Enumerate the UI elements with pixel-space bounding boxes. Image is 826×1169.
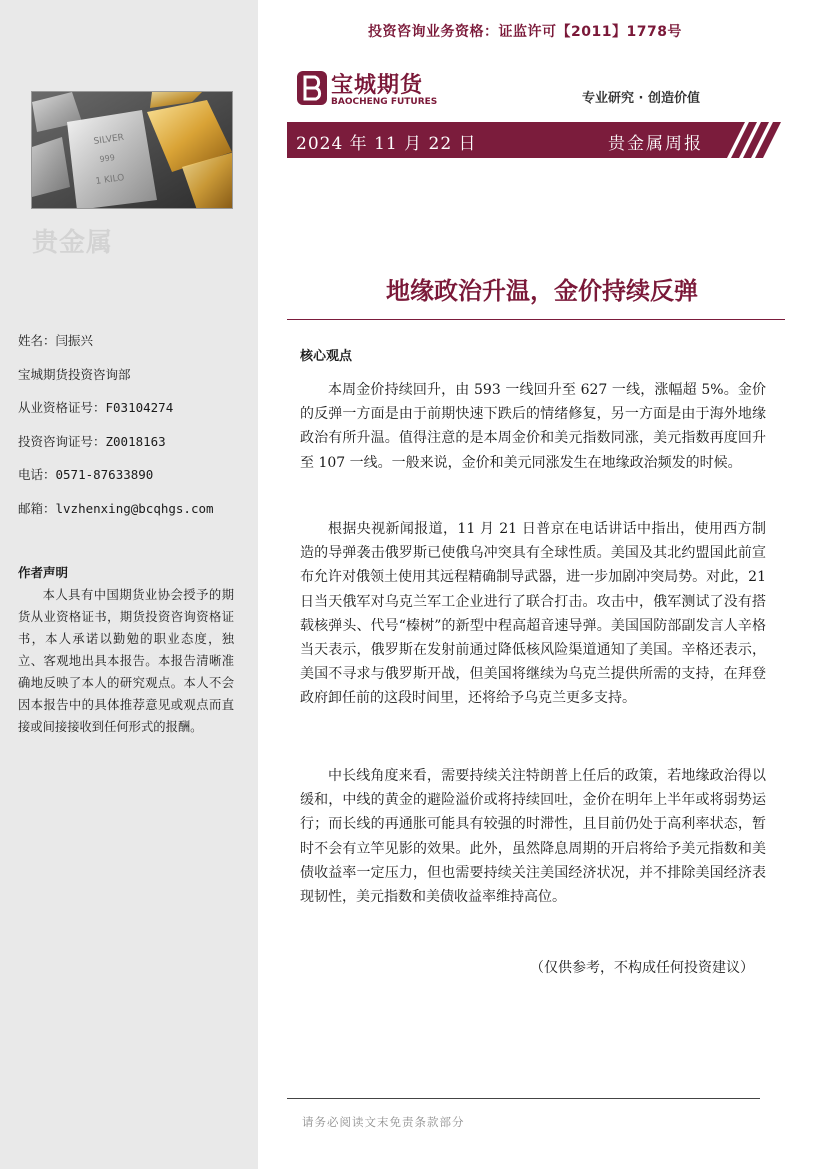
footer-divider: [287, 1098, 760, 1099]
logo-english-name: BAOCHENG FUTURES: [331, 97, 438, 107]
svg-text:1 KILO: 1 KILO: [95, 173, 126, 187]
company-slogan: 专业研究 · 创造价值: [582, 91, 700, 106]
paragraph-3: 中长线角度来看，需要持续关注特朗普上任后的政策，若地缘政治得以缓和，中线的黄金的避险溢价或将持续回吐，金价在明年上半年或将弱势运行；而长线的再通胀可能具有较强的时滞性，且目前仍处于高利率状态，暂时不会有立竿见影的效果。此外，虽然降息周期的开启将给予美元指数和美债收益率一定压力，但也需要持续关注美国经济状况，并不排除美国经济表现韧性，美元指数和美债收益率维持高位。: [300, 768, 766, 906]
analyst-department: 宝城期货投资咨询部: [18, 367, 131, 382]
footer-disclaimer[interactable]: 请务必阅读文末免责条款部分: [302, 1115, 465, 1129]
sidebar: [0, 0, 258, 1169]
section-title: 核心观点: [300, 349, 353, 364]
logo-chinese-name: 宝城期货: [331, 72, 424, 98]
band-stripes-decoration: [727, 122, 787, 158]
analyst-name: 姓名：闫振兴: [18, 333, 94, 348]
svg-text:SILVER: SILVER: [93, 132, 125, 147]
disclaimer-note: （仅供参考，不构成任何投资建议）: [530, 960, 754, 976]
analyst-email[interactable]: 邮箱：lvzhenxing@bcqhgs.com: [18, 501, 214, 516]
svg-text:999: 999: [99, 152, 116, 164]
qualification-number: 从业资格证号：F03104274: [18, 400, 174, 415]
analyst-phone: 电话：0571-87633890: [18, 467, 154, 482]
sector-label: 贵金属: [32, 228, 114, 258]
precious-metals-hero-image: [31, 91, 233, 209]
license-statement: 投资咨询业务资格：证监许可【2011】1778号: [368, 24, 682, 40]
declaration-text: 本人具有中国期货业协会授予的期货从业资格证书，期货投资咨询资格证书，本人承诺以勤勉的职业态度，独立、客观地出具本报告。本报告清晰准确地反映了本人的研究观点。本人不会因本报告中的具体推荐意见或观点而直接或间接接收到任何形式的报酬。: [18, 588, 234, 734]
title-divider: [287, 319, 785, 320]
paragraph-1: 本周金价持续回升，由 593 一线回升至 627 一线，涨幅超 5%。金价的反弹一方面是由于前期快速下跌后的情绪修复，另一方面是由于海外地缘政治有所升温。值得注意的是本周金价和美元指数同涨，美元指数再度回升至 107 一线。一般来说，金价和美元同涨发生在地缘政治频发的时候。: [300, 382, 766, 471]
report-date: 2024 年 11 月 22 日: [296, 134, 477, 154]
paragraph-2: 根据央视新闻报道，11 月 21 日普京在电话讲话中指出，使用西方制造的导弹袭击俄罗斯已使俄乌冲突具有全球性质。美国及其北约盟国此前宣布允许对俄领土使用其远程精确制导武器，进一步加剧冲突局势。对此，21 日当天俄军对乌克兰军工企业进行了联合打击。攻击中，俄军测试了没有搭载核弹头、代号“榛树”的新型中程高超音速导弹。美国国防部副发言人辛格当天表示，俄罗斯在发射前通过降低核风险渠道通知了美国。辛格还表示，美国不寻求与俄罗斯开战，但美国将继续为乌克兰提供所需的支持，在拜登政府卸任前的这段时间里，还将给予乌克兰更多支持。: [300, 521, 766, 707]
logo-mark-icon: [296, 70, 328, 106]
declaration-title: 作者声明: [18, 565, 69, 580]
report-type: 贵金属周报: [608, 134, 703, 154]
company-logo: [296, 68, 446, 110]
consulting-number: 投资咨询证号：Z0018163: [18, 434, 166, 449]
report-title: 地缘政治升温，金价持续反弹: [386, 277, 698, 305]
